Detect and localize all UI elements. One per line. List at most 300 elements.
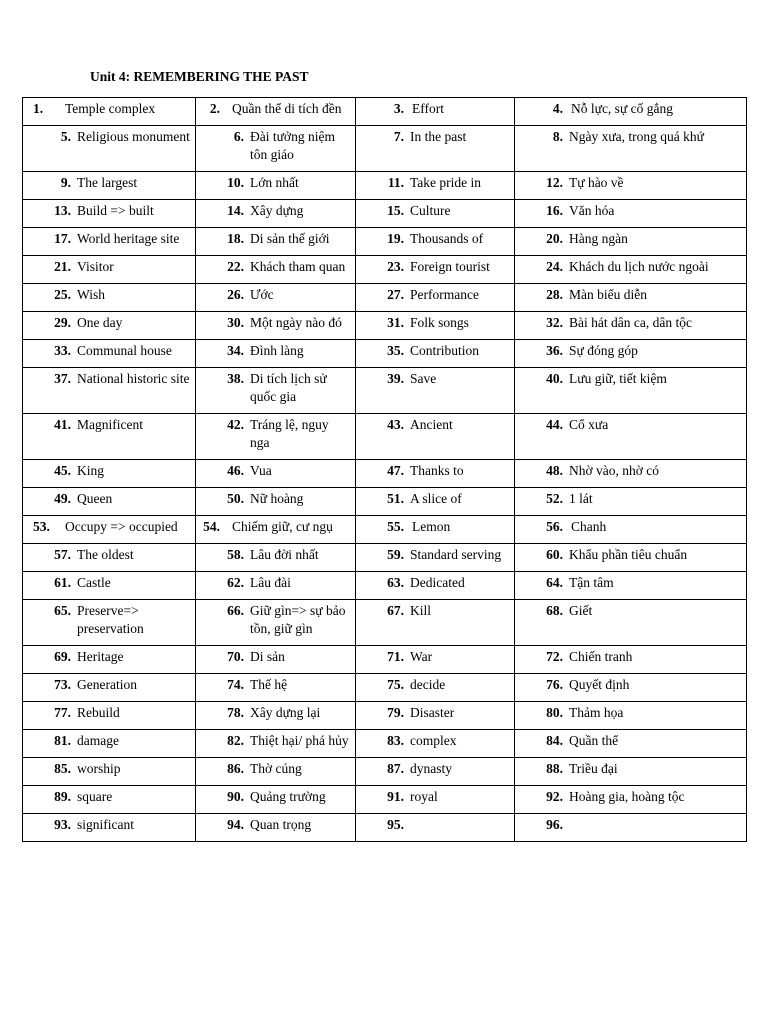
vocab-entry bbox=[23, 98, 195, 118]
entry-number: 27. bbox=[387, 287, 404, 302]
entry-number: 96. bbox=[546, 817, 563, 832]
vocab-entry bbox=[196, 544, 355, 564]
entry-number: 45. bbox=[54, 463, 71, 478]
entry-text: worship bbox=[77, 761, 121, 776]
table-cell bbox=[356, 312, 515, 340]
entry-number: 46. bbox=[227, 463, 244, 478]
table-cell bbox=[356, 786, 515, 814]
entry-text: Màn biểu diễn bbox=[569, 287, 647, 302]
table-row bbox=[23, 256, 747, 284]
entry-text: Castle bbox=[77, 575, 111, 590]
entry-text: A slice of bbox=[410, 491, 462, 506]
entry-number: 25. bbox=[54, 287, 71, 302]
vocab-entry bbox=[515, 758, 746, 778]
entry-number: 66. bbox=[227, 603, 244, 618]
entry-text: Bài hát dân ca, dân tộc bbox=[569, 315, 692, 330]
table-cell bbox=[515, 516, 747, 544]
vocab-entry bbox=[23, 340, 195, 360]
table-cell bbox=[23, 312, 196, 340]
table-cell bbox=[515, 460, 747, 488]
table-cell bbox=[23, 702, 196, 730]
entry-number: 80. bbox=[546, 705, 563, 720]
entry-text: Tận tâm bbox=[569, 575, 614, 590]
table-row bbox=[23, 172, 747, 200]
vocab-entry bbox=[196, 200, 355, 220]
entry-number: 59. bbox=[387, 547, 404, 562]
entry-number: 91. bbox=[387, 789, 404, 804]
table-row bbox=[23, 228, 747, 256]
entry-number: 88. bbox=[546, 761, 563, 776]
entry-text: Thiệt hại/ phá hủy bbox=[250, 733, 349, 748]
entry-text: Religious monument bbox=[77, 129, 190, 144]
table-row bbox=[23, 544, 747, 572]
table-row bbox=[23, 340, 747, 368]
table-cell bbox=[23, 544, 196, 572]
vocab-entry bbox=[356, 368, 514, 388]
vocab-entry bbox=[515, 284, 746, 304]
entry-text: Take pride in bbox=[410, 175, 482, 190]
entry-number: 26. bbox=[227, 287, 244, 302]
entry-number: 60. bbox=[546, 547, 563, 562]
table-cell bbox=[515, 646, 747, 674]
vocabulary-table-body bbox=[23, 98, 747, 842]
entry-number: 72. bbox=[546, 649, 563, 664]
table-cell bbox=[23, 730, 196, 758]
vocab-entry bbox=[515, 126, 746, 146]
table-cell bbox=[196, 488, 356, 516]
entry-text: Foreign tourist bbox=[410, 259, 490, 274]
table-cell bbox=[196, 646, 356, 674]
vocab-entry bbox=[515, 256, 746, 276]
table-cell bbox=[196, 200, 356, 228]
entry-number: 14. bbox=[227, 203, 244, 218]
vocab-entry bbox=[356, 98, 514, 118]
table-cell bbox=[196, 368, 356, 414]
table-row bbox=[23, 368, 747, 414]
entry-number: 76. bbox=[546, 677, 563, 692]
table-cell bbox=[515, 488, 747, 516]
entry-text: Đài tưởng niệm tôn giáo bbox=[250, 129, 335, 162]
vocab-entry bbox=[515, 414, 746, 434]
table-cell bbox=[356, 172, 515, 200]
entry-number: 40. bbox=[546, 371, 563, 386]
table-cell bbox=[356, 730, 515, 758]
entry-text: Nữ hoàng bbox=[250, 491, 304, 506]
entry-text: Nhờ vào, nhờ có bbox=[569, 463, 660, 478]
entry-number: 35. bbox=[387, 343, 404, 358]
entry-text: 1 lát bbox=[569, 491, 593, 506]
entry-number: 93. bbox=[54, 817, 71, 832]
table-cell bbox=[196, 758, 356, 786]
entry-number: 77. bbox=[54, 705, 71, 720]
entry-text: Khách tham quan bbox=[250, 259, 346, 274]
entry-number: 50. bbox=[227, 491, 244, 506]
entry-number: 86. bbox=[227, 761, 244, 776]
entry-number: 11. bbox=[387, 175, 404, 190]
vocab-entry bbox=[515, 702, 746, 722]
table-row bbox=[23, 758, 747, 786]
table-cell bbox=[23, 256, 196, 284]
table-cell bbox=[196, 516, 356, 544]
vocab-entry bbox=[515, 544, 746, 564]
vocab-entry bbox=[196, 312, 355, 332]
entry-text: Culture bbox=[410, 203, 451, 218]
table-cell bbox=[23, 814, 196, 842]
table-row bbox=[23, 572, 747, 600]
vocab-entry bbox=[356, 544, 514, 564]
vocab-entry bbox=[356, 786, 514, 806]
entry-number: 30. bbox=[227, 315, 244, 330]
entry-text: Wish bbox=[77, 287, 105, 302]
entry-number: 54. bbox=[203, 519, 220, 534]
entry-number: 68. bbox=[546, 603, 563, 618]
table-row bbox=[23, 126, 747, 172]
entry-number: 84. bbox=[546, 733, 563, 748]
table-cell bbox=[196, 674, 356, 702]
entry-text: Tráng lệ, nguy nga bbox=[250, 417, 329, 450]
entry-text: Save bbox=[410, 371, 437, 386]
table-cell bbox=[356, 98, 515, 126]
entry-number: 16. bbox=[546, 203, 563, 218]
vocab-entry bbox=[23, 814, 195, 834]
table-cell bbox=[196, 572, 356, 600]
vocab-entry bbox=[23, 544, 195, 564]
table-cell bbox=[196, 312, 356, 340]
entry-text: Occupy => occupied bbox=[65, 519, 178, 534]
entry-text: Contribution bbox=[410, 343, 480, 358]
table-cell bbox=[23, 572, 196, 600]
entry-text: Chanh bbox=[571, 519, 607, 534]
entry-text: Communal house bbox=[77, 343, 172, 358]
entry-text: Temple complex bbox=[65, 101, 156, 116]
table-row bbox=[23, 516, 747, 544]
entry-number: 42. bbox=[227, 417, 244, 432]
entry-text: Disaster bbox=[410, 705, 455, 720]
entry-text: Quyết định bbox=[569, 677, 630, 692]
table-cell bbox=[515, 786, 747, 814]
vocab-entry bbox=[196, 256, 355, 276]
vocab-entry bbox=[23, 702, 195, 722]
table-cell bbox=[196, 702, 356, 730]
vocab-entry bbox=[23, 200, 195, 220]
table-cell bbox=[356, 758, 515, 786]
entry-text: Thờ cúng bbox=[250, 761, 302, 776]
entry-text: In the past bbox=[410, 129, 467, 144]
table-cell bbox=[515, 758, 747, 786]
entry-number: 90. bbox=[227, 789, 244, 804]
entry-text: Sự đóng góp bbox=[569, 343, 638, 358]
table-cell bbox=[515, 414, 747, 460]
table-cell bbox=[196, 172, 356, 200]
entry-number: 22. bbox=[227, 259, 244, 274]
vocab-entry bbox=[356, 172, 514, 192]
table-row bbox=[23, 312, 747, 340]
table-cell bbox=[196, 460, 356, 488]
table-cell bbox=[515, 256, 747, 284]
vocab-entry bbox=[356, 488, 514, 508]
entry-number: 64. bbox=[546, 575, 563, 590]
vocab-entry bbox=[23, 674, 195, 694]
vocab-entry bbox=[23, 414, 195, 434]
entry-number: 81. bbox=[54, 733, 71, 748]
entry-text: Thanks to bbox=[410, 463, 464, 478]
vocab-entry bbox=[196, 460, 355, 480]
entry-number: 63. bbox=[387, 575, 404, 590]
vocab-entry bbox=[356, 730, 514, 750]
entry-text: Khách du lịch nước ngoài bbox=[569, 259, 709, 274]
table-cell bbox=[515, 544, 747, 572]
entry-number: 34. bbox=[227, 343, 244, 358]
entry-number: 19. bbox=[387, 231, 404, 246]
vocab-entry bbox=[196, 488, 355, 508]
entry-text: Performance bbox=[410, 287, 479, 302]
vocab-entry bbox=[196, 126, 355, 163]
vocab-entry bbox=[196, 646, 355, 666]
vocab-entry bbox=[23, 572, 195, 592]
table-cell bbox=[23, 674, 196, 702]
entry-text: Magnificent bbox=[77, 417, 143, 432]
vocab-entry bbox=[196, 228, 355, 248]
table-cell bbox=[23, 368, 196, 414]
vocab-entry bbox=[356, 414, 514, 434]
table-cell bbox=[23, 414, 196, 460]
table-row bbox=[23, 730, 747, 758]
entry-text: Queen bbox=[77, 491, 113, 506]
table-row bbox=[23, 600, 747, 646]
entry-text: Ancient bbox=[410, 417, 453, 432]
entry-number: 49. bbox=[54, 491, 71, 506]
entry-text: Folk songs bbox=[410, 315, 469, 330]
table-cell bbox=[515, 674, 747, 702]
entry-text: National historic site bbox=[77, 371, 190, 386]
vocab-entry bbox=[196, 814, 355, 834]
entry-number: 33. bbox=[54, 343, 71, 358]
entry-text: Quảng trường bbox=[250, 789, 326, 804]
table-cell bbox=[23, 228, 196, 256]
vocab-entry bbox=[356, 516, 514, 536]
table-cell bbox=[23, 516, 196, 544]
entry-number: 8. bbox=[552, 129, 563, 144]
entry-text: Lớn nhất bbox=[250, 175, 299, 190]
table-cell bbox=[196, 98, 356, 126]
entry-text: One day bbox=[77, 315, 123, 330]
vocab-entry bbox=[515, 228, 746, 248]
vocab-entry bbox=[196, 674, 355, 694]
table-row bbox=[23, 674, 747, 702]
entry-number: 13. bbox=[54, 203, 71, 218]
entry-text: Hàng ngàn bbox=[569, 231, 628, 246]
table-row bbox=[23, 200, 747, 228]
entry-text: Lemon bbox=[412, 519, 451, 534]
vocab-entry bbox=[356, 758, 514, 778]
vocab-entry bbox=[196, 340, 355, 360]
table-cell bbox=[23, 646, 196, 674]
entry-number: 15. bbox=[387, 203, 404, 218]
entry-number: 20. bbox=[546, 231, 563, 246]
entry-text: Kill bbox=[410, 603, 432, 618]
vocab-entry bbox=[196, 600, 355, 637]
table-row bbox=[23, 814, 747, 842]
vocab-entry bbox=[515, 674, 746, 694]
entry-number: 73. bbox=[54, 677, 71, 692]
table-cell bbox=[515, 730, 747, 758]
entry-number: 83. bbox=[387, 733, 404, 748]
entry-number: 69. bbox=[54, 649, 71, 664]
entry-number: 67. bbox=[387, 603, 404, 618]
vocab-entry bbox=[23, 126, 195, 146]
table-cell bbox=[515, 368, 747, 414]
entry-number: 70. bbox=[227, 649, 244, 664]
vocab-entry bbox=[196, 786, 355, 806]
vocab-entry bbox=[515, 814, 746, 834]
entry-text: Một ngày nào đó bbox=[250, 315, 342, 330]
vocab-entry bbox=[356, 646, 514, 666]
entry-number: 32. bbox=[546, 315, 563, 330]
table-cell bbox=[515, 228, 747, 256]
table-cell bbox=[196, 730, 356, 758]
entry-number: 24. bbox=[546, 259, 563, 274]
vocab-entry bbox=[356, 674, 514, 694]
entry-text: Di sản thế giới bbox=[250, 231, 330, 246]
entry-text: Preserve=> preservation bbox=[77, 603, 144, 636]
entry-number: 5. bbox=[60, 129, 71, 144]
vocab-entry bbox=[515, 340, 746, 360]
entry-text: royal bbox=[410, 789, 438, 804]
table-cell bbox=[515, 312, 747, 340]
entry-number: 61. bbox=[54, 575, 71, 590]
entry-number: 18. bbox=[227, 231, 244, 246]
vocab-entry bbox=[23, 600, 195, 637]
entry-text: Effort bbox=[412, 101, 444, 116]
entry-number: 71. bbox=[387, 649, 404, 664]
entry-text: complex bbox=[410, 733, 457, 748]
vocab-entry bbox=[23, 172, 195, 192]
entry-number: 10. bbox=[227, 175, 244, 190]
vocab-entry bbox=[23, 516, 195, 536]
table-cell bbox=[515, 702, 747, 730]
entry-number: 92. bbox=[546, 789, 563, 804]
table-cell bbox=[356, 488, 515, 516]
entry-text: Ước bbox=[250, 287, 274, 302]
table-cell bbox=[356, 814, 515, 842]
entry-number: 12. bbox=[546, 175, 563, 190]
table-cell bbox=[23, 758, 196, 786]
entry-text: Chiếm giữ, cư ngụ bbox=[232, 519, 333, 534]
entry-number: 7. bbox=[393, 129, 404, 144]
entry-text: decide bbox=[410, 677, 446, 692]
vocab-entry bbox=[356, 340, 514, 360]
vocab-entry bbox=[196, 702, 355, 722]
table-cell bbox=[356, 126, 515, 172]
table-row bbox=[23, 98, 747, 126]
entry-text: damage bbox=[77, 733, 119, 748]
entry-text: Thế hệ bbox=[250, 677, 288, 692]
vocab-entry bbox=[356, 284, 514, 304]
table-cell bbox=[515, 814, 747, 842]
entry-text: Khẩu phần tiêu chuẩn bbox=[569, 547, 688, 562]
entry-text: Quần thể bbox=[569, 733, 619, 748]
entry-number: 58. bbox=[227, 547, 244, 562]
vocab-entry bbox=[356, 814, 514, 834]
entry-number: 4. bbox=[552, 101, 563, 116]
entry-number: 21. bbox=[54, 259, 71, 274]
table-cell bbox=[515, 172, 747, 200]
entry-text: Lâu đời nhất bbox=[250, 547, 319, 562]
entry-number: 57. bbox=[54, 547, 71, 562]
table-cell bbox=[356, 516, 515, 544]
vocab-entry bbox=[196, 572, 355, 592]
vocab-entry bbox=[515, 368, 746, 388]
table-cell bbox=[356, 414, 515, 460]
entry-number: 43. bbox=[387, 417, 404, 432]
entry-number: 2. bbox=[209, 101, 220, 116]
table-cell bbox=[515, 126, 747, 172]
vocab-entry bbox=[23, 228, 195, 248]
entry-number: 39. bbox=[387, 371, 404, 386]
vocab-entry bbox=[515, 600, 746, 620]
vocab-entry bbox=[356, 228, 514, 248]
vocab-entry bbox=[356, 702, 514, 722]
entry-number: 1. bbox=[33, 101, 44, 116]
entry-text: Thảm họa bbox=[569, 705, 624, 720]
vocab-entry bbox=[23, 488, 195, 508]
vocab-entry bbox=[515, 646, 746, 666]
entry-text: Tự hào về bbox=[569, 175, 624, 190]
table-cell bbox=[515, 284, 747, 312]
entry-number: 51. bbox=[387, 491, 404, 506]
vocab-entry bbox=[196, 172, 355, 192]
entry-number: 85. bbox=[54, 761, 71, 776]
entry-text: The oldest bbox=[77, 547, 134, 562]
table-cell bbox=[356, 646, 515, 674]
entry-number: 37. bbox=[54, 371, 71, 386]
table-row bbox=[23, 414, 747, 460]
entry-text: Heritage bbox=[77, 649, 124, 664]
table-cell bbox=[196, 814, 356, 842]
entry-number: 52. bbox=[546, 491, 563, 506]
entry-text: Dedicated bbox=[410, 575, 465, 590]
vocabulary-table bbox=[22, 97, 747, 842]
entry-text: The largest bbox=[77, 175, 138, 190]
table-cell bbox=[515, 98, 747, 126]
vocab-entry bbox=[356, 460, 514, 480]
vocab-entry bbox=[196, 730, 355, 750]
table-cell bbox=[515, 572, 747, 600]
vocab-entry bbox=[356, 200, 514, 220]
vocab-entry bbox=[23, 786, 195, 806]
entry-number: 79. bbox=[387, 705, 404, 720]
table-cell bbox=[356, 674, 515, 702]
table-cell bbox=[23, 786, 196, 814]
table-cell bbox=[196, 600, 356, 646]
table-cell bbox=[196, 786, 356, 814]
entry-text: Vua bbox=[250, 463, 272, 478]
entry-number: 78. bbox=[227, 705, 244, 720]
table-cell bbox=[23, 172, 196, 200]
entry-number: 95. bbox=[387, 817, 404, 832]
entry-text: Quan trọng bbox=[250, 817, 312, 832]
table-cell bbox=[23, 200, 196, 228]
entry-number: 74. bbox=[227, 677, 244, 692]
entry-text: Văn hóa bbox=[569, 203, 615, 218]
entry-number: 31. bbox=[387, 315, 404, 330]
vocab-entry bbox=[23, 460, 195, 480]
entry-text: Nỗ lực, sự cố gắng bbox=[571, 101, 673, 116]
table-row bbox=[23, 284, 747, 312]
entry-number: 41. bbox=[54, 417, 71, 432]
entry-number: 47. bbox=[387, 463, 404, 478]
vocab-entry bbox=[23, 368, 195, 388]
